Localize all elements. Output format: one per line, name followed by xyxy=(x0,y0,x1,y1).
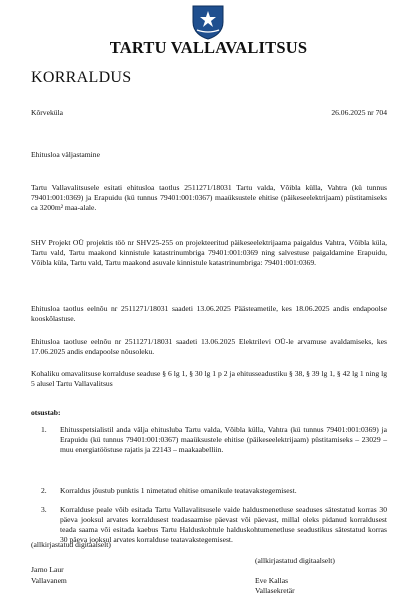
decision-text: Ehitusspetsialistil anda välja ehitusluba Tartu valda, Võibla külla, Vahtra (kü tunnus 79401:001:0369) ja Erapuidu (kü tunnus 79401:001:0367) maaüksustele ehitise (päikeseelektrijaam) püstitamiseks – 23029 – muu energiatööstuse rajatis ja 22143 – maakaabelliin. xyxy=(60,425,387,454)
decision-text: Korralduse peale võib esitada Tartu Vallavalitsusele vaide haldusmenetluse seaduses sätestatud korras 30 päeva jooksul arvates korraldusest teadasaamise päevast või päevast, millal oleks pidanud korraldusest teada saama või esitada kaebus Tartu Halduskohtule halduskohtumenetluse seadustikus sätestatud korras 30 päeva jooksul arvates korralduse teatavakstegemisest. xyxy=(60,505,387,544)
decision-number: 1. xyxy=(41,425,47,434)
document-type: KORRALDUS xyxy=(31,69,132,86)
subject: Ehitusloa väljastamine xyxy=(31,150,100,159)
signer-title-right: Vallasekretär xyxy=(255,586,295,595)
decision-number: 2. xyxy=(41,486,47,495)
signature-note-left: (allkirjastatud digitaalselt) xyxy=(31,540,111,549)
signer-name-left: Jarno Laur xyxy=(31,565,64,574)
place: Kõrveküla xyxy=(31,108,64,117)
signer-name-right: Eve Kallas xyxy=(255,576,289,585)
organization-title: TARTU VALLAVALITSUS xyxy=(109,38,308,57)
paragraph: Tartu Vallavalitsusele esitati ehitusloa taotlus 2511271/18031 Tartu valda, Võibla külla, Vahtra (kü tunnus 79401:001:0369) ja Erapuidu (kü tunnus 79401:001:0367) maaüksustele ehitise (päikeseelektrijaam) püstitamiseks ca 3200m² maa-alale. xyxy=(31,183,387,212)
paragraph: Ehitusloa taotluse eelnõu nr 2511271/18031 saadeti 13.06.2025 Elektrilevi OÜ-le arvamuse avaldamiseks, kes 17.06.2025 andis endapoolse nõusoleku. xyxy=(31,337,387,356)
date-number: 26.06.2025 nr 704 xyxy=(331,108,387,117)
decision-text: Korraldus jõustub punktis 1 nimetatud ehitise omanikule teatavakstegemisest. xyxy=(60,486,297,495)
paragraph: Kohaliku omavalitsuse korralduse seaduse § 6 lg 1, § 30 lg 1 p 2 ja ehitusseadustiku § 38, § 39 lg 1, § 42 lg 1 ning lg 5 alusel Tartu Vallavalitsus xyxy=(31,369,387,388)
decision-number: 3. xyxy=(41,505,47,514)
paragraph: Ehitusloa taotlus eelnõu nr 2511271/18031 saadeti 13.06.2025 Päästeametile, kes 18.06.2025 andis endapoolse kooskõlastuse. xyxy=(31,304,387,323)
decides-label: otsustab: xyxy=(31,408,61,417)
paragraph: SHV Projekt OÜ projektis töö nr SHV25-255 on projekteeritud päikeseelektrijaama paigaldus Vahtra, Võibla küla, Tartu vald, Tartu maakond kinnistule katastrinumbriga 79401:001:0369 ning salvestuse paigaldamine Erapuidu, Võibla küla, Tartu vald, Tartu maakond asuvale kinnistule katastrinumbriga: 79401:001:0369. xyxy=(31,238,387,267)
signer-title-left: Vallavanem xyxy=(31,576,67,585)
coat-of-arms-icon xyxy=(191,4,225,40)
signature-note-right: (allkirjastatud digitaalselt) xyxy=(255,556,335,565)
